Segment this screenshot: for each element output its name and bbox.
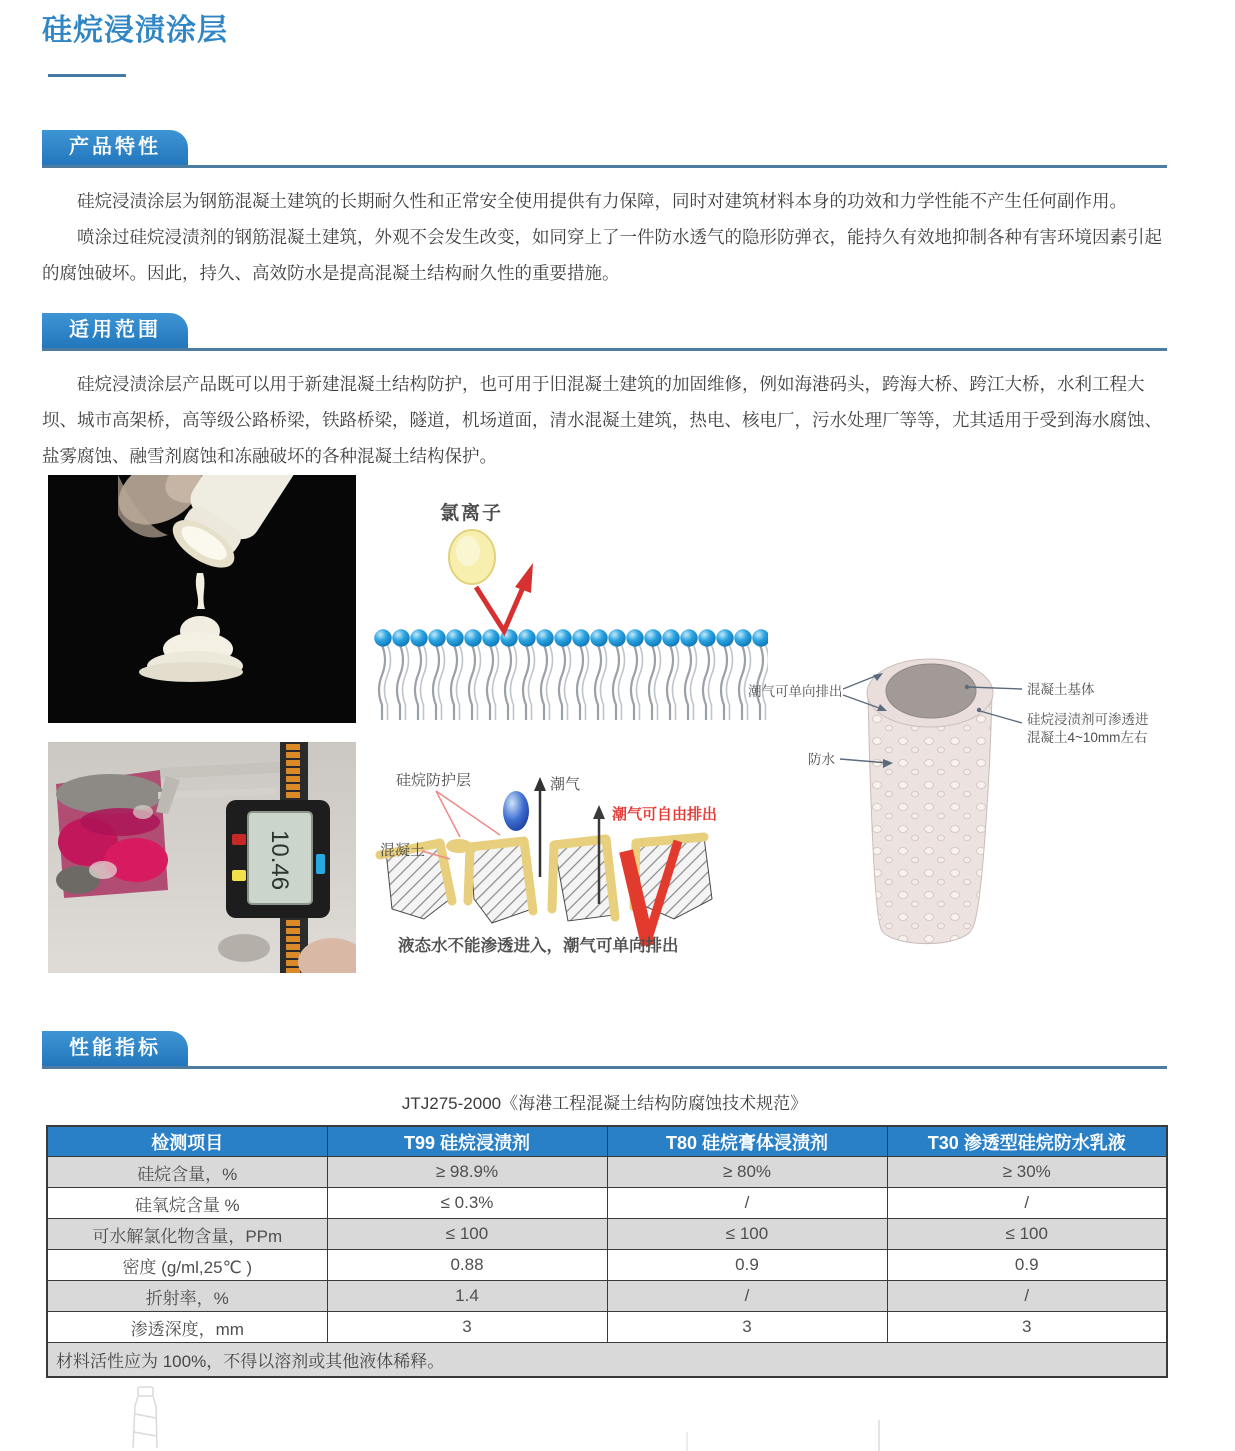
cell-value: / [887,1188,1167,1219]
col-header-t99: T99 硅烷浸渍剂 [327,1126,607,1157]
free-exit-label: 潮气可自由排出 [612,806,718,823]
diagram-concrete-cylinder [740,625,1172,971]
performance-table [46,1125,1168,1378]
caliper-red-button [232,834,246,845]
cell-value: ≥ 98.9% [327,1157,607,1188]
row-label: 密度 (g/ml,25℃ ) [47,1250,327,1281]
table-row [47,1312,1167,1343]
membrane-spheres [374,629,768,721]
col-header-test-item: 检测项目 [47,1126,327,1157]
cell-value: 0.88 [327,1250,607,1281]
cell-value: / [607,1188,887,1219]
bounce-arrow [476,585,524,631]
table-row [47,1188,1167,1219]
bounce-arrowhead [515,563,533,593]
col-header-t80: T80 硅烷膏体浸渍剂 [607,1126,887,1157]
moisture-label: 潮气 [550,776,581,793]
section-scope-header [42,313,1167,351]
section-features-tab: 产品特性 [42,130,188,165]
table-row [47,1250,1167,1281]
cell-value: 1.4 [327,1281,607,1312]
page-title: 硅烷浸渍涂层 [42,14,228,47]
caliper-yellow-button [232,870,246,881]
title-underline [48,74,126,77]
penetrate-label-line2: 混凝土4~10mm左右 [1027,730,1148,745]
cell-value: / [607,1281,887,1312]
row-label: 折射率，% [47,1281,327,1312]
section-performance-tab: 性能指标 [42,1031,188,1066]
table-row [47,1157,1167,1188]
cell-value: / [887,1281,1167,1312]
standard-title: JTJ275-2000《海港工程混凝土结构防腐蚀技术规范》 [401,1094,808,1113]
watermark-line [686,1432,688,1451]
waterproof-label: 防水 [808,752,835,767]
cylinder-body [868,695,992,944]
cell-value: ≥ 80% [607,1157,887,1188]
cell-value: 3 [607,1312,887,1343]
section-features-body [42,183,1167,291]
row-label: 可水解氯化物含量，PPm [47,1219,327,1250]
table-row [47,1219,1167,1250]
cylinder-top-core [886,664,976,718]
chloride-ion-label: 氯离子 [440,503,504,524]
table-header-row [47,1126,1167,1157]
cell-value: ≤ 100 [327,1219,607,1250]
table-footnote-row [47,1343,1167,1378]
section-features [42,130,1167,291]
cell-value: 0.9 [607,1250,887,1281]
row-label: 渗透深度，mm [47,1312,327,1343]
diagram-moisture-escape [372,749,772,994]
diagram-chloride-repulsion [372,479,772,724]
features-paragraph-1: 硅烷浸渍涂层为钢筋混凝土建筑的长期耐久性和正常安全使用提供有力保障，同时对建筑材料本身的功效和力学性能不产生任何副作用。 [77,191,1127,211]
media-grid [42,475,1167,995]
watermark-line [878,1420,880,1451]
penetrate-label-line1: 硅烷浸渍剂可渗透进 [1027,712,1149,727]
row-label: 硅氧烷含量 % [47,1188,327,1219]
scope-paragraph: 硅烷浸渍涂层产品既可以用于新建混凝土结构防护，也可用于旧混凝土建筑的加固维修，例如海港码头，跨海大桥、跨江大桥，水利工程大坝、城市高架桥，高等级公路桥梁，铁路桥梁，隧道，机场道面，清水混凝土建筑，热电、核电厂，污水处理厂等等，尤其适用于受到海水腐蚀、盐雾腐蚀、融雪剂腐蚀和冻融破坏的各种混凝土结构保护。 [42,374,1162,466]
photo-caliper-measurement [48,742,356,973]
section-scope-body [42,366,1167,474]
caliper-display-unit [226,800,330,918]
cell-value: 3 [887,1312,1167,1343]
table-row [47,1281,1167,1312]
photo-silane-cream-pour [48,475,356,723]
cell-value: ≤ 100 [887,1219,1167,1250]
section-scope-tab: 适用范围 [42,313,188,348]
caliper-roller [218,934,270,962]
row-label: 硅烷含量，% [47,1157,327,1188]
col-header-t30: T30 渗透型硅烷防水乳液 [887,1126,1167,1157]
cell-value: 0.9 [887,1250,1167,1281]
silane-layer-label: 硅烷防护层 [396,772,472,789]
section-performance-header [42,1031,1167,1069]
watermark-bottle-outline [116,1384,178,1451]
one-way-exit-label: 潮气可单向排出 [748,684,843,699]
caliper-blue-button [316,854,325,874]
concrete-sample [56,770,168,898]
caliper-reading: 10.46 [266,830,293,891]
cell-value: 3 [327,1312,607,1343]
section-performance [42,1031,1167,1378]
concrete-label: 混凝土 [380,842,426,859]
cell-value: ≥ 30% [887,1157,1167,1188]
diagram-caption: 液态水不能渗透进入，潮气可单向排出 [398,937,679,955]
features-paragraph-2: 喷涂过硅烷浸渍剂的钢筋混凝土建筑，外观不会发生改变，如同穿上了一件防水透气的隐形防弹衣，能持久有效地抑制各种有害环境因素引起的腐蚀破坏。因此，持久、高效防水是提高混凝土结构耐久性的重要措施。 [42,227,1162,283]
section-scope [42,313,1167,474]
section-features-header [42,130,1167,168]
table-footnote: 材料活性应为 100%，不得以溶剂或其他液体稀释。 [47,1343,1167,1378]
water-droplet [503,791,529,831]
chloride-ion-highlight [456,536,480,566]
cell-value: ≤ 100 [607,1219,887,1250]
cell-value: ≤ 0.3% [327,1188,607,1219]
matrix-label: 混凝土基体 [1027,682,1095,697]
